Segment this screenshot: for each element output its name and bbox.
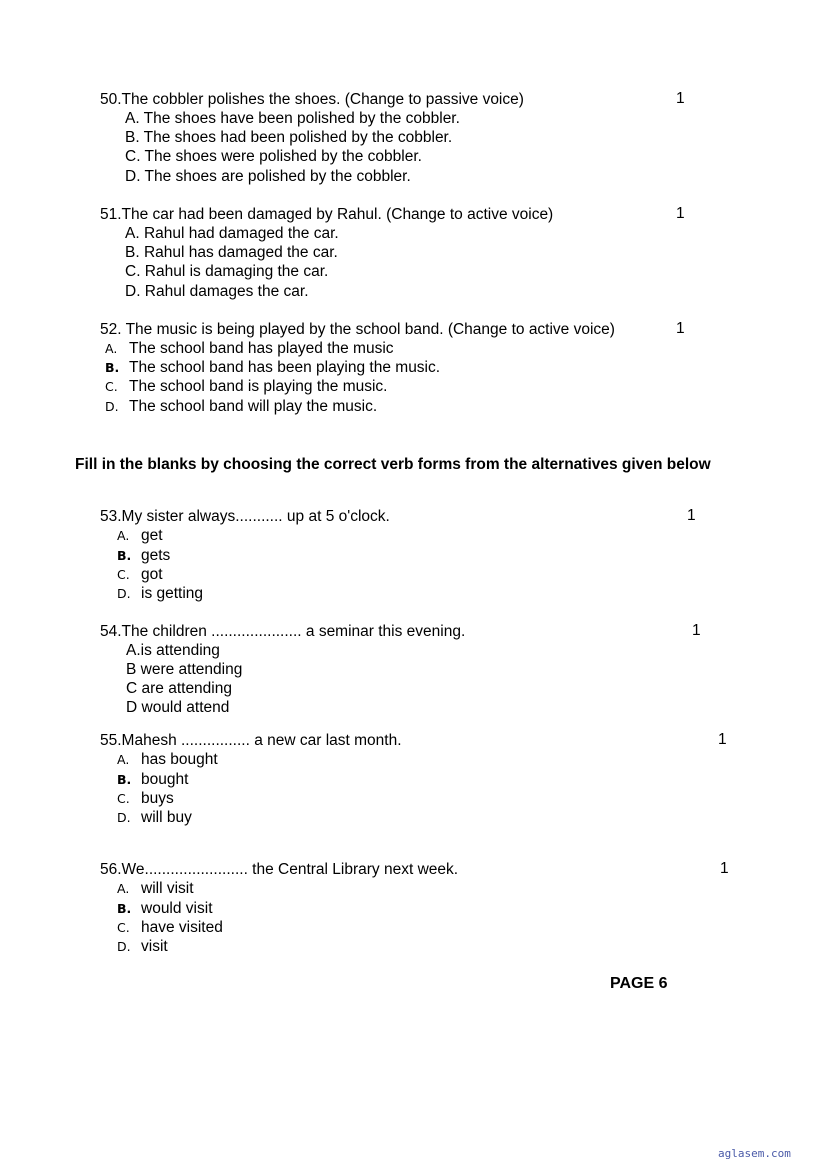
question-53-marks: 1 [687,507,696,524]
option-text: have visited [141,919,223,936]
option-label: D. [105,399,119,414]
question-51-option-c: C. Rahul is damaging the car. [125,263,329,280]
option-label: A. [117,528,130,543]
question-54-stem: 54.The children ..................... a seminar this evening. [100,623,466,640]
question-50-marks: 1 [676,90,685,107]
question-54-option-a: A.is attending [126,642,220,659]
option-label: C. [117,920,130,935]
question-55-option-a [117,750,218,769]
question-56-stem: 56.We........................ the Central Library next week. [100,861,459,878]
option-text: The school band is playing the music. [129,378,388,395]
question-53-option-c [117,565,163,584]
question-50-option-a: A. The shoes have been polished by the cobbler. [125,110,460,127]
question-56-option-b [117,899,213,918]
option-text: will buy [141,809,192,826]
option-text: buys [141,790,174,807]
question-55-marks: 1 [718,731,727,748]
question-52-option-a [105,339,394,358]
option-text: bought [141,771,189,788]
option-label: A. [105,341,118,356]
section-heading: Fill in the blanks by choosing the correct verb forms from the alternatives given below [75,456,711,473]
question-51-marks: 1 [676,205,685,222]
question-50-stem: 50.The cobbler polishes the shoes. (Change to passive voice) [100,91,524,108]
question-54-option-d: D would attend [126,699,230,716]
option-text: get [141,527,163,544]
option-label: B. [117,901,132,916]
question-53-option-d [117,584,203,603]
question-54-option-b: B were attending [126,661,243,678]
question-56-marks: 1 [720,860,729,877]
question-52-marks: 1 [676,320,685,337]
option-label: D. [117,810,131,825]
option-label: C. [117,567,130,582]
option-text: got [141,566,163,583]
question-52-stem: 52. The music is being played by the school band. (Change to active voice) [100,321,615,338]
option-label: B. [117,548,132,563]
page-number: PAGE 6 [610,975,668,992]
question-56-option-a [117,879,194,898]
question-51-option-a: A. Rahul had damaged the car. [125,225,339,242]
option-label: C. [117,791,130,806]
question-50-option-c: C. The shoes were polished by the cobbler. [125,148,422,165]
option-text: gets [141,547,171,564]
option-text: The school band has been playing the music. [129,359,441,376]
question-52-option-d [105,397,377,416]
question-52-option-b [105,358,440,377]
question-51-stem: 51.The car had been damaged by Rahul. (Change to active voice) [100,206,554,223]
option-label: B. [105,360,120,375]
question-50-option-d: D. The shoes are polished by the cobbler. [125,168,411,185]
option-text: The school band has played the music [129,340,394,357]
question-56-option-c [117,918,223,937]
option-label: B. [117,772,132,787]
option-text: will visit [141,880,194,897]
question-53-option-a [117,526,163,545]
question-55-option-b [117,770,188,789]
watermark-link[interactable]: aglasem.com [718,1147,791,1160]
question-53-option-b [117,546,170,565]
option-label: A. [117,752,130,767]
question-54-marks: 1 [692,622,701,639]
option-text: has bought [141,751,218,768]
question-54-option-c: C are attending [126,680,232,697]
question-55-option-d [117,808,192,827]
option-text: is getting [141,585,204,602]
question-51-option-b: B. Rahul has damaged the car. [125,244,338,261]
option-label: D. [117,586,131,601]
option-text: visit [141,938,168,955]
option-text: The school band will play the music. [129,398,378,415]
question-53-stem: 53.My sister always........... up at 5 o'clock. [100,508,390,525]
option-label: C. [105,379,118,394]
question-55-stem: 55.Mahesh ................ a new car last month. [100,732,402,749]
option-label: A. [117,881,130,896]
question-52-option-c [105,377,387,396]
question-55-option-c [117,789,174,808]
question-50-option-b: B. The shoes had been polished by the cobbler. [125,129,453,146]
question-56-option-d [117,937,168,956]
option-text: would visit [141,900,213,917]
option-label: D. [117,939,131,954]
question-51-option-d: D. Rahul damages the car. [125,283,309,300]
